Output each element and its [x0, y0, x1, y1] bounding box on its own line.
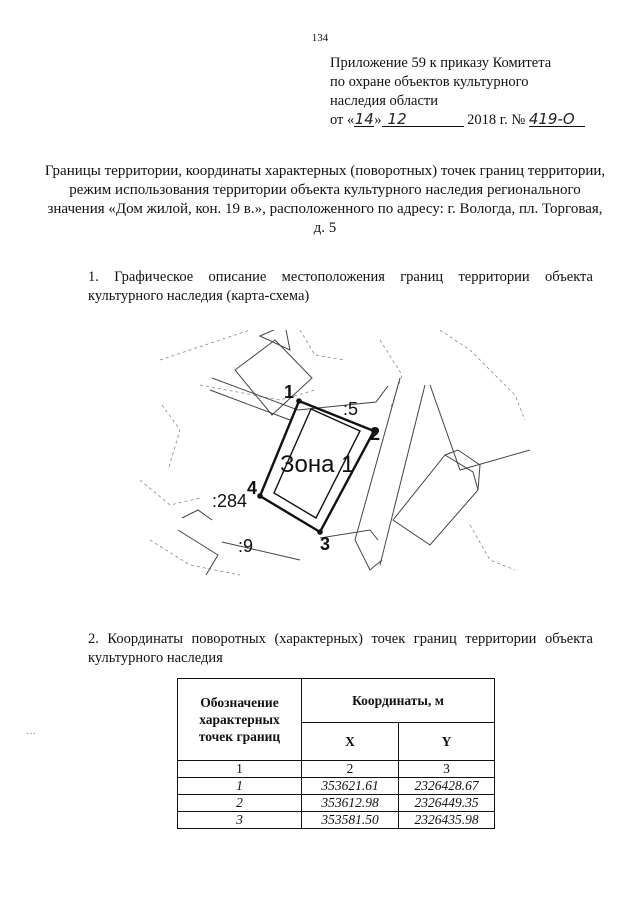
document-title: Границы территории, координаты характерных (поворотных) точек границ территории, режим использования территории объекта культурного наследия регионального значения «Дом жилой, кон. 19 в.», расположенного по адресу: г. Вологда, пл. Торговая, д. 5 — [44, 163, 606, 236]
x-value: 353621.61 — [302, 778, 399, 795]
point-4-marker — [257, 493, 263, 499]
handwritten-number: 419-О — [529, 112, 585, 127]
column-number: 1 — [178, 761, 302, 778]
coordinates-table — [177, 678, 495, 829]
page-number: 134 — [311, 32, 329, 44]
header-x: X — [302, 723, 399, 761]
cadastral-map — [140, 330, 530, 582]
y-value: 2326449.35 — [399, 795, 495, 812]
header-coordinates: Координаты, м — [302, 679, 495, 723]
section-1-heading: 1. Графическое описание местоположения границ территории объекта культурного наследия (карта-схема) — [88, 269, 593, 304]
handwritten-day: 14 — [354, 110, 374, 128]
x-value: 353581.50 — [302, 812, 399, 829]
point-1-label: 1 — [284, 382, 295, 402]
section-2-heading: 2. Координаты поворотных (характерных) точек границ территории объекта культурного наследия — [88, 631, 593, 666]
table-row — [178, 812, 495, 829]
table-row — [178, 795, 495, 812]
y-value: 2326428.67 — [399, 778, 495, 795]
header-point-designation: Обозначение характерных точек границ — [178, 679, 302, 761]
table-row — [178, 778, 495, 795]
parcel-label-284: :284 — [212, 491, 248, 511]
parcel-label-5: :5 — [343, 399, 359, 419]
from-prefix: от « — [330, 112, 355, 128]
appendix-date-line — [330, 111, 585, 130]
parcel-label-9: :9 — [238, 536, 254, 556]
zone-label: Зона 1 — [280, 451, 355, 478]
year-text: 2018 г. № — [467, 112, 526, 128]
date-mid: » — [374, 112, 382, 128]
y-value: 2326435.98 — [399, 812, 495, 829]
point-id: 3 — [178, 812, 302, 829]
x-value: 353612.98 — [302, 795, 399, 812]
appendix-header — [330, 54, 585, 130]
header-y: Y — [399, 723, 495, 761]
point-2-label: 2 — [370, 424, 381, 444]
column-number-row — [178, 761, 495, 778]
column-number: 2 — [302, 761, 399, 778]
point-4-label: 4 — [247, 478, 258, 498]
point-1-marker — [296, 398, 302, 404]
margin-mark: … — [26, 726, 36, 737]
appendix-line-1: Приложение 59 к приказу Комитета — [330, 55, 552, 71]
appendix-line-3: наследия области — [330, 93, 439, 109]
point-id: 2 — [178, 795, 302, 812]
point-id: 1 — [178, 778, 302, 795]
handwritten-month: 12 — [382, 112, 464, 127]
column-number: 3 — [399, 761, 495, 778]
appendix-line-2: по охране объектов культурного — [330, 74, 529, 90]
point-3-label: 3 — [320, 534, 331, 554]
